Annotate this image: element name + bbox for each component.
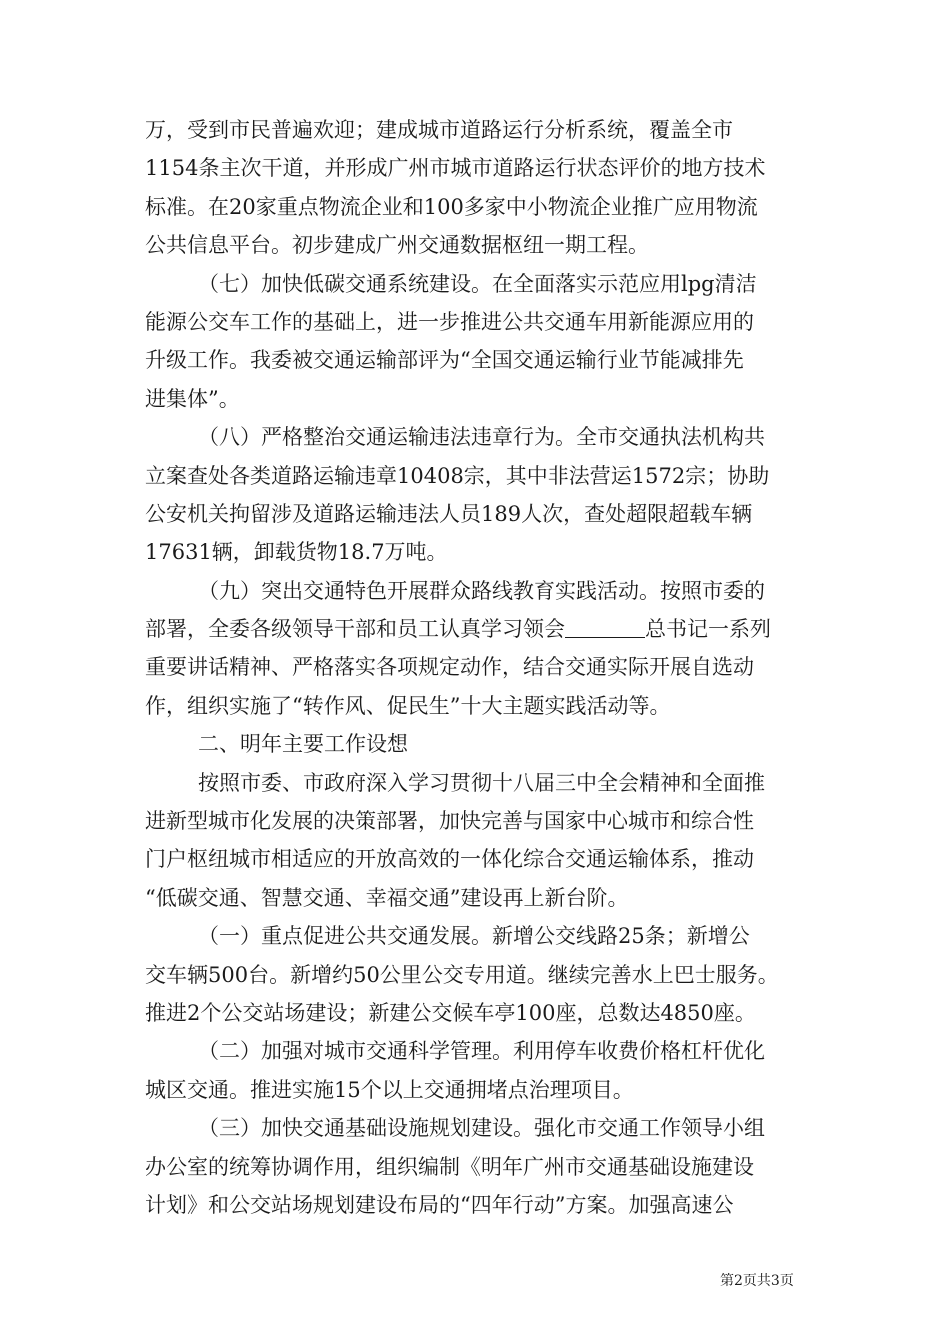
text-line: [145, 610, 825, 648]
paragraph-start: （九）突出交通特色开展群众路线教育实践活动。按照市委的: [198, 578, 765, 603]
section-heading: 二、明年主要工作设想: [198, 732, 408, 757]
text-segment: 部署，全委各级领导干部和员工认真学习领会: [145, 617, 565, 642]
text-line: 17631辆，卸载货物18.7万吨。: [145, 540, 448, 565]
paragraph-start: （八）严格整治交通运输违法违章行为。全市交通执法机构共: [198, 425, 765, 450]
paragraph-start: 按照市委、市政府深入学习贯彻十八届三中全会精神和全面推: [198, 770, 765, 795]
text-line: 作，组织实施了“转作风、促民生”十大主题实践活动等。: [145, 693, 671, 718]
page-number: 第2页共3页: [720, 1273, 794, 1289]
text-line: 进新型城市化发展的决策部署，加快完善与国家中心城市和综合性: [145, 809, 754, 834]
paragraph-start: （七）加快低碳交通系统建设。在全面落实示范应用lpg清洁: [198, 271, 757, 296]
text-line: 公安机关拘留涉及道路运输违法人员189人次，查处超限超载车辆: [145, 501, 753, 526]
text-segment: 总书记一系列: [645, 617, 771, 642]
text-line: 进集体”。: [145, 386, 240, 411]
text-line: 交车辆500台。新增约50公里公交专用道。继续完善水上巴士服务。: [145, 962, 779, 987]
text-line: 城区交通。推进实施15个以上交通拥堵点治理项目。: [145, 1077, 634, 1102]
text-line: “低碳交通、智慧交通、幸福交通”建设再上新台阶。: [145, 885, 629, 910]
text-line: 万，受到市民普遍欢迎；建成城市道路运行分析系统，覆盖全市: [145, 118, 733, 142]
text-line: 计划》和公交站场规划建设布局的“四年行动”方案。加强高速公: [145, 1192, 734, 1217]
text-line: 立案查处各类道路运输违章10408宗，其中非法营运1572宗；协助: [145, 463, 770, 488]
text-line: 升级工作。我委被交通运输部评为“全国交通运输行业节能减排先: [145, 348, 744, 373]
document-body: [145, 111, 825, 1224]
paragraph-start: （二）加强对城市交通科学管理。利用停车收费价格杠杆优化: [198, 1039, 765, 1064]
paragraph-start: （三）加快交通基础设施规划建设。强化市交通工作领导小组: [198, 1116, 765, 1141]
text-line: 1154条主次干道，并形成广州市城市道路运行状态评价的地方技术: [145, 156, 766, 181]
text-line: 公共信息平台。初步建成广州交通数据枢纽一期工程。: [145, 233, 649, 258]
text-line: 重要讲话精神、严格落实各项规定动作，结合交通实际开展自选动: [145, 655, 754, 680]
text-line: 标准。在20家重点物流企业和100多家中小物流企业推广应用物流: [145, 194, 758, 219]
text-line: 能源公交车工作的基础上，进一步推进公共交通车用新能源应用的: [145, 309, 754, 334]
text-line: 办公室的统筹协调作用，组织编制《明年广州市交通基础设施建设: [145, 1154, 754, 1179]
blank-underline: [565, 613, 645, 638]
text-line: 推进2个公交站场建设；新建公交候车亭100座，总数达4850座。: [145, 1000, 756, 1025]
text-line: 门户枢纽城市相适应的开放高效的一体化综合交通运输体系，推动: [145, 847, 754, 872]
paragraph-start: （一）重点促进公共交通发展。新增公交线路25条；新增公: [198, 924, 750, 949]
